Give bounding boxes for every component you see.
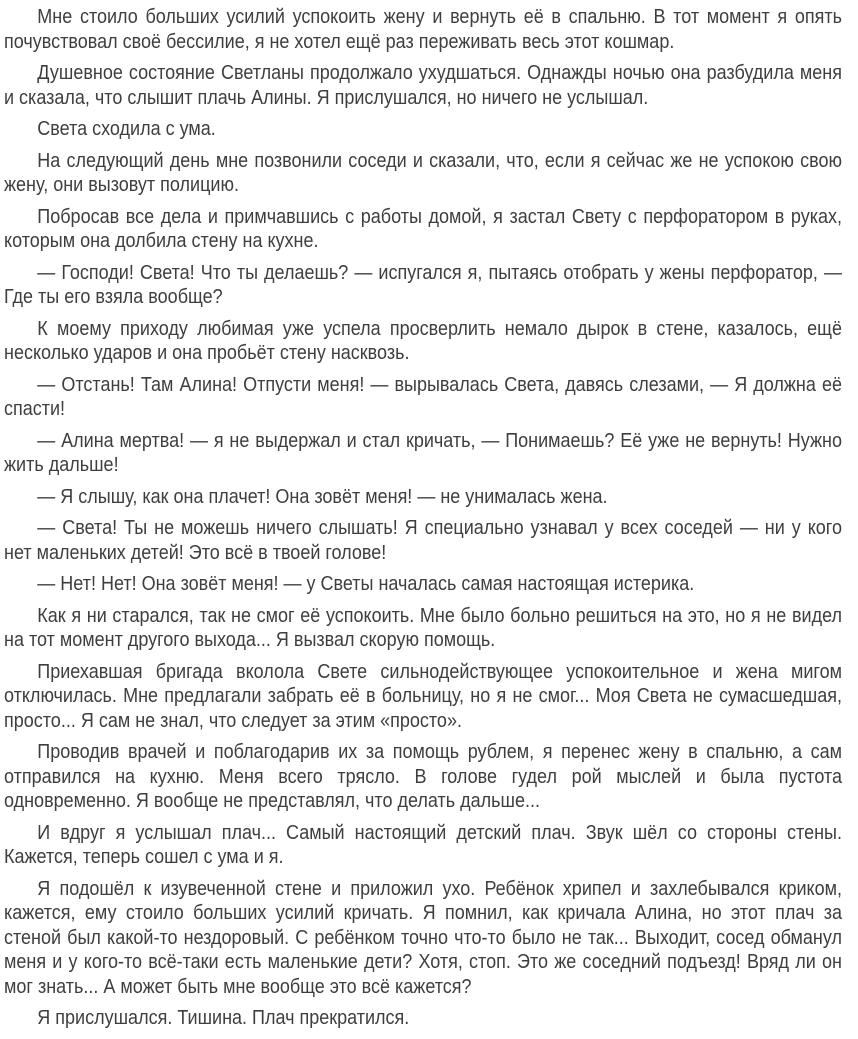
story-paragraph-7: К моему приходу любимая уже успела просверлить немало дырок в стене, казалось, ещё несколько ударов и она пробьёт стену насквозь. — [4, 317, 842, 364]
story-paragraph-12: — Нет! Нет! Она зовёт меня! — у Светы началась самая настоящая истерика. — [37, 573, 695, 595]
story-paragraph-16: И вдруг я услышал плач... Самый настоящий детский плач. Звук шёл со стороны стены. Кажется, теперь сошел с ума и я. — [4, 821, 842, 868]
story-paragraph-8: — Отстань! Там Алина! Отпусти меня! — вырывалась Света, давясь слезами, — Я должна её спасти! — [4, 373, 842, 420]
story-paragraph-9: — Алина мертва! — я не выдержал и стал кричать, — Понимаешь? Её уже не вернуть! Нужно жить дальше! — [4, 429, 842, 476]
story-paragraph-17: Я подошёл к изувеченной стене и приложил ухо. Ребёнок хрипел и захлебывался криком, кажется, ему стоило больших усилий кричать. Я помнил, как кричала Алина, но этот плач за стеной был какой-то нездоровый. С ребёнком точно что-то было не так... Выходит, сосед обманул меня и у кого-то всё-таки есть маленькие дети? Хотя, стоп. Это же соседний подъезд! Вряд ли он мог знать... А может быть мне вообще это всё кажется? — [4, 877, 842, 998]
story-paragraph-15: Проводив врачей и поблагодарив их за помощь рублем, я перенес жену в спальню, а сам отправился на кухню. Меня всего трясло. В голове гудел рой мыслей и была пустота одновременно. Я вообще не представлял, что делать дальше... — [4, 741, 842, 812]
story-paragraph-5: Побросав все дела и примчавшись с работы домой, я застал Свету с перфоратором в руках, которым она долбила стену на кухне. — [4, 205, 842, 252]
story-paragraph-6: — Господи! Света! Что ты делаешь? — испугался я, пытаясь отобрать у жены перфоратор, — Где ты его взяла вообще? — [4, 261, 842, 308]
story-paragraph-2: Душевное состояние Светланы продолжало ухудшаться. Однажды ночью она разбудила меня и сказала, что слышит плачь Алины. Я прислушался, но ничего не услышал. — [4, 62, 842, 109]
story-paragraph-18: Я прислушался. Тишина. Плач прекратился. — [37, 1007, 410, 1029]
story-paragraph-10: — Я слышу, как она плачет! Она зовёт меня! — не унималась жена. — [37, 485, 608, 508]
story-paragraph-13: Как я ни старался, так не смог её успокоить. Мне было больно решиться на это, но я не видел на тот момент другого выхода... Я вызвал скорую помощь. — [4, 604, 842, 651]
story-paragraph-3: Света сходила с ума. — [37, 118, 216, 140]
story-paragraph-4: На следующий день мне позвонили соседи и сказали, что, если я сейчас же не успокою свою жену, они вызовут полицию. — [4, 149, 842, 196]
story-paragraph-14: Приехавшая бригада вколола Свете сильнодействующее успокоительное и жена мигом отключилась. Мне предлагали забрать её в больницу, но я не смог... Моя Света не сумасшедшая, просто... Я сам не знал, что следует за этим «просто». — [4, 660, 842, 732]
story-paragraph-11: — Света! Ты не можешь ничего слышать! Я специально узнавал у всех соседей — ни у кого нет маленьких детей! Это всё в твоей голове! — [4, 517, 842, 564]
story-paragraph-1: Мне стоило больших усилий успокоить жену и вернуть её в спальню. В тот момент я опять почувствовал своё бессилие, я не хотел ещё раз переживать весь этот кошмар. — [4, 6, 842, 53]
